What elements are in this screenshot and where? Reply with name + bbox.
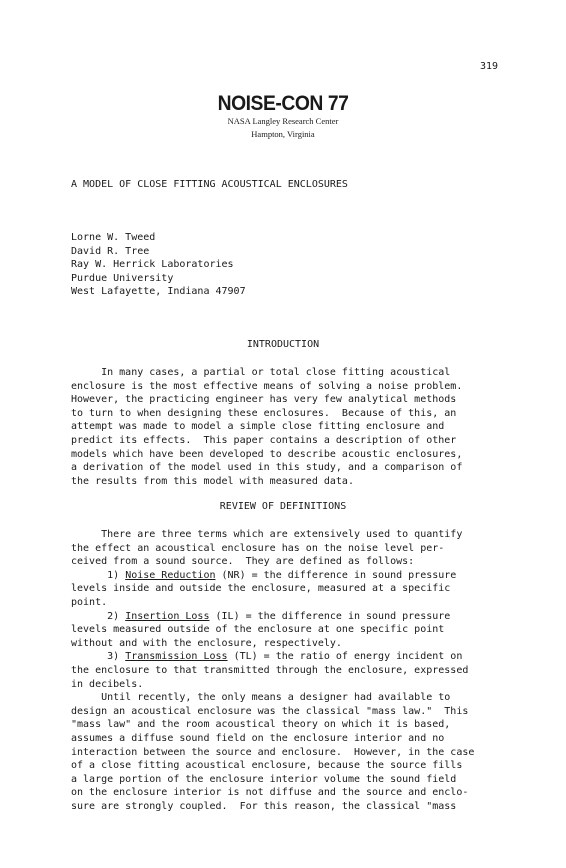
text-line: sure are strongly coupled. For this reason, the classical "mass <box>71 800 457 812</box>
definition-line <box>71 569 501 583</box>
affiliation-line: Purdue University <box>71 272 174 284</box>
text-line: enclosure is the most effective means of solving a noise problem. <box>71 380 463 392</box>
text-line: the enclosure to that transmitted through the enclosure, expressed <box>71 664 469 676</box>
text-line: levels inside and outside the enclosure, measured at a specific <box>71 583 451 595</box>
term-transmission-loss: Transmission Loss <box>125 651 228 663</box>
text-line: In many cases, a partial or total close fitting acoustical <box>71 367 451 378</box>
text-line: interaction between the source and enclosure. However, in the case <box>71 746 475 758</box>
definition-line <box>71 650 501 664</box>
text-line: design an acoustical enclosure was the classical "mass law." This <box>71 705 469 717</box>
text-line: levels measured outside of the enclosure at one specific point <box>71 624 445 636</box>
definition-line <box>71 610 501 624</box>
text-line: a derivation of the model used in this study, and a comparison of <box>71 462 463 474</box>
text-line: However, the practicing engineer has very few analytical methods <box>71 394 457 406</box>
text-line: of a close fitting acoustical enclosure, because the source fills <box>71 760 463 772</box>
text-line: assumes a diffuse sound field on the enclosure interior and no <box>71 732 445 744</box>
section-heading-introduction: INTRODUCTION <box>246 339 320 350</box>
text-line: There are three terms which are extensively used to quantify <box>71 529 463 540</box>
conference-location: Hampton, Virginia <box>251 129 315 139</box>
text-line: a large portion of the enclosure interior volume the sound field <box>71 773 457 785</box>
text-line: in decibels. <box>71 678 144 690</box>
text-line: predict its effects. This paper contains a description of other <box>71 434 457 446</box>
definition-text: (TL) = the ratio of energy incident on <box>227 651 463 663</box>
text-line: point. <box>71 596 108 608</box>
text-line: the effect an acoustical enclosure has on the noise level per- <box>71 542 445 554</box>
text-line: attempt was made to model a simple close fitting enclosure and <box>71 421 445 433</box>
author-line: David R. Tree <box>71 245 150 257</box>
text-line: Until recently, the only means a designer had available to <box>71 692 451 704</box>
text-line: to turn to when designing these enclosures. Because of this, an <box>71 407 457 419</box>
text-line: "mass law" and the room acoustical theory on which it is based, <box>71 719 451 731</box>
paper-title: A MODEL OF CLOSE FITTING ACOUSTICAL ENCLOSURES <box>71 179 348 190</box>
section-heading-review: REVIEW OF DEFINITIONS <box>219 501 347 512</box>
author-block <box>71 231 246 299</box>
definition-text: (NR) = the difference in sound pressure <box>215 569 457 581</box>
text-line: the results from this model with measured data. <box>71 475 354 487</box>
term-insertion-loss: Insertion Loss <box>125 610 210 622</box>
definition-text: (IL) = the difference in sound pressure <box>209 610 451 622</box>
author-line: Lorne W. Tweed <box>71 232 156 243</box>
address-line: West Lafayette, Indiana 47907 <box>71 286 246 298</box>
text-line: on the enclosure interior is not diffuse and the source and enclo- <box>71 787 469 799</box>
list-number: 2) <box>71 610 126 622</box>
affiliation-line: Ray W. Herrick Laboratories <box>71 259 234 271</box>
conference-title: NOISE-CON 77 <box>217 92 349 115</box>
list-number: 1) <box>71 569 126 581</box>
conference-venue: NASA Langley Research Center <box>227 116 339 126</box>
introduction-paragraph <box>71 366 501 488</box>
list-number: 3) <box>71 651 126 663</box>
text-line: models which have been developed to describe acoustic enclosures, <box>71 448 463 460</box>
review-paragraphs <box>71 528 501 813</box>
text-line: without and with the enclosure, respectively. <box>71 637 342 649</box>
text-line: ceived from a sound source. They are defined as follows: <box>71 556 415 568</box>
term-noise-reduction: Noise Reduction <box>125 569 216 581</box>
page-number: 319 <box>480 61 499 72</box>
